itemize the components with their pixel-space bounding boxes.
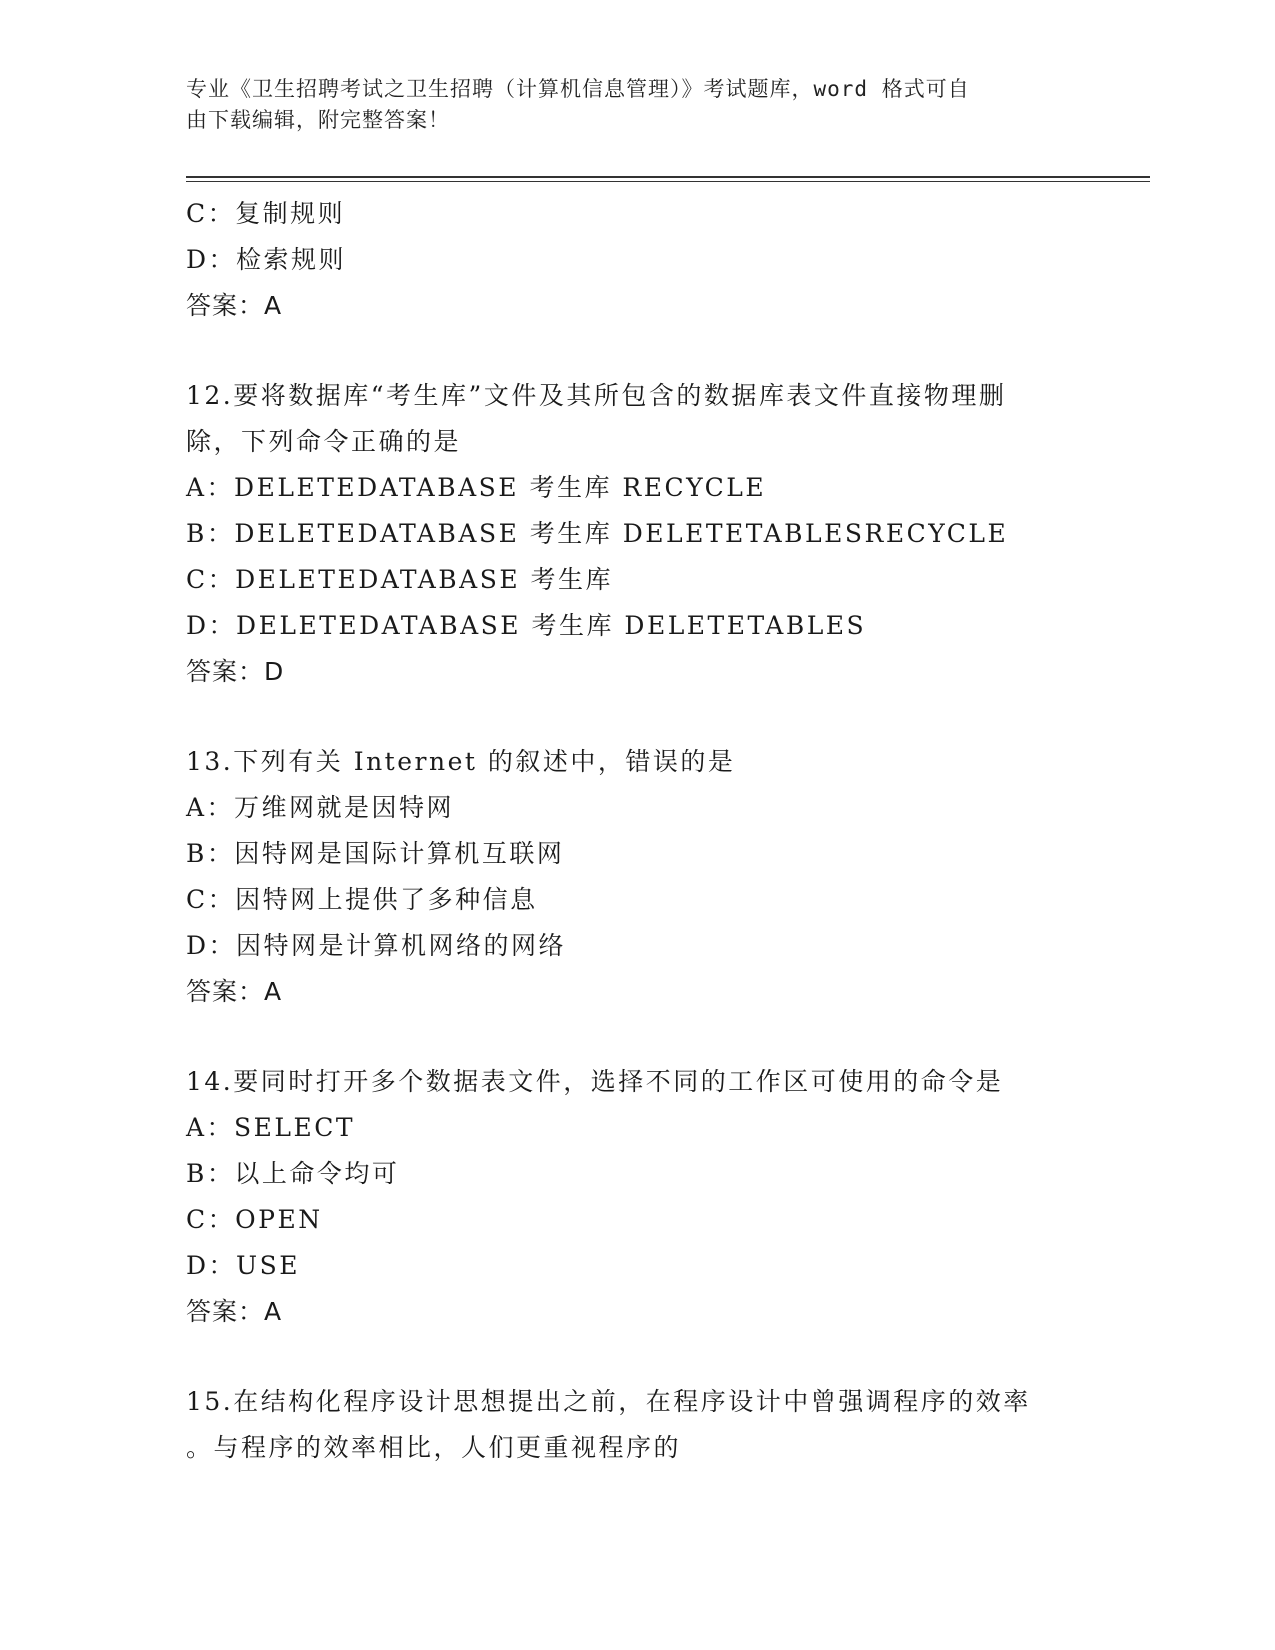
option-a: A：DELETEDATABASE 考生库 RECYCLE [186, 473, 767, 502]
option-b: B：以上命令均可 [186, 1159, 400, 1188]
header-divider-thin [186, 181, 1150, 182]
spacer [186, 1015, 1086, 1059]
spacer [186, 1335, 1086, 1379]
option-c: C：DELETEDATABASE 考生库 [186, 565, 614, 594]
option-a: A：万维网就是因特网 [186, 793, 455, 822]
header-divider-thick [186, 176, 1150, 178]
option-c: C：OPEN [186, 1205, 323, 1234]
answer-line: 答案：A [186, 291, 283, 320]
question-14 [186, 1059, 1086, 1335]
option-d: D：检索规则 [186, 245, 347, 274]
question-13 [186, 739, 1086, 1015]
option-b: B：DELETEDATABASE 考生库 DELETETABLESRECYCLE [186, 519, 1009, 548]
question-15 [186, 1379, 1086, 1471]
question-stem: 13.下列有关 Internet 的叙述中，错误的是 [186, 747, 736, 776]
question-list [186, 191, 1086, 1471]
header-line-1: 专业《卫生招聘考试之卫生招聘（计算机信息管理）》考试题库，word 格式可自 [186, 77, 970, 101]
option-c: C：因特网上提供了多种信息 [186, 885, 538, 914]
question-stem: 14.要同时打开多个数据表文件，选择不同的工作区可使用的命令是 [186, 1067, 1004, 1096]
question-12 [186, 373, 1086, 695]
option-c: C：复制规则 [186, 199, 346, 228]
answer-line: 答案：A [186, 977, 283, 1006]
answer-line: 答案：D [186, 657, 285, 686]
question-stem: 12.要将数据库“考生库”文件及其所包含的数据库表文件直接物理删 [186, 381, 1007, 410]
option-a: A：SELECT [186, 1113, 356, 1142]
answer-line: 答案：A [186, 1297, 283, 1326]
spacer [186, 329, 1086, 373]
document-header [186, 74, 1066, 136]
spacer [186, 695, 1086, 739]
header-line-2: 由下载编辑，附完整答案！ [186, 108, 450, 132]
question-11 [186, 191, 1086, 329]
option-b: B：因特网是国际计算机互联网 [186, 839, 565, 868]
option-d: D：DELETEDATABASE 考生库 DELETETABLES [186, 611, 867, 640]
question-stem-continued: 除，下列命令正确的是 [186, 427, 462, 456]
question-stem: 15.在结构化程序设计思想提出之前，在程序设计中曾强调程序的效率 [186, 1387, 1031, 1416]
option-d: D：因特网是计算机网络的网络 [186, 931, 567, 960]
option-d: D：USE [186, 1251, 300, 1280]
question-stem-continued: 。与程序的效率相比，人们更重视程序的 [186, 1433, 682, 1462]
